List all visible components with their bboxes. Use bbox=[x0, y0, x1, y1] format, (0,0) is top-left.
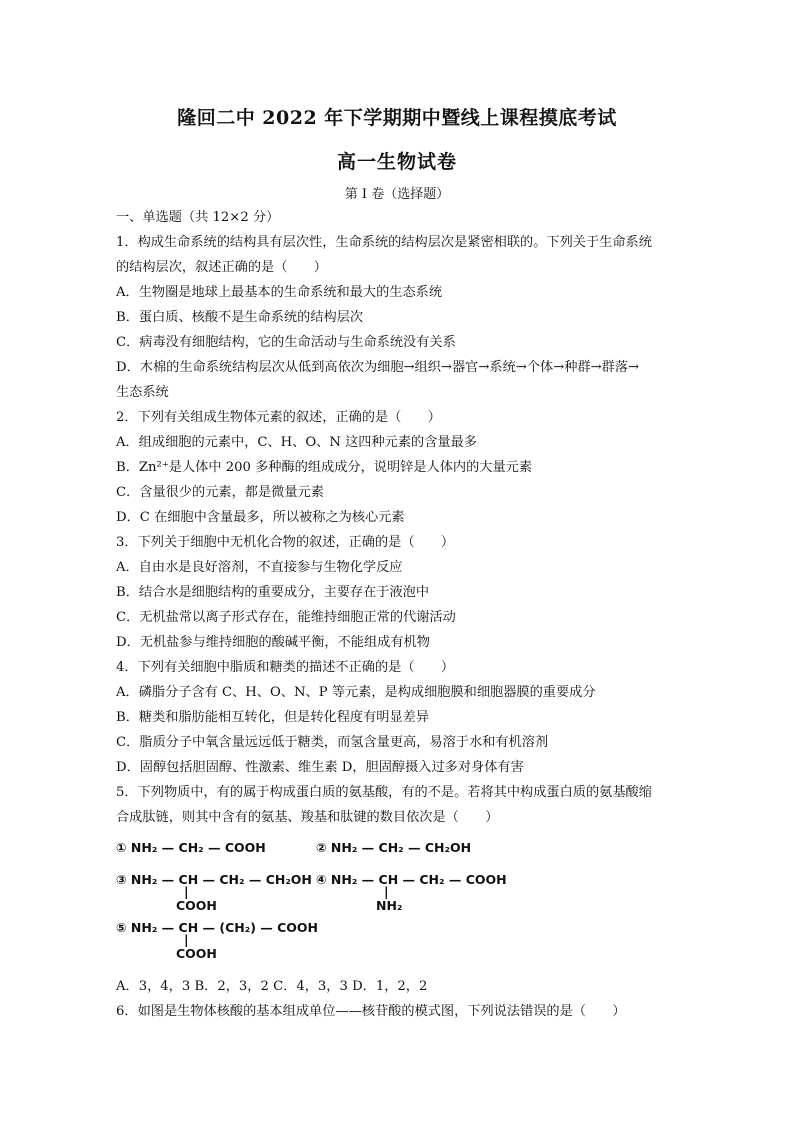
question-block bbox=[116, 205, 688, 830]
formula-5: ⑤ NH₂ — CH — (CH₂) — COOH bbox=[116, 920, 319, 935]
q6-stem: 6．如图是生物体核酸的基本组成单位——核苷酸的模式图，下列说法错误的是（ ） bbox=[116, 1004, 626, 1019]
q3-option-d: D．无机盐参与维持细胞的酸碱平衡，不能组成有机物 bbox=[116, 635, 430, 650]
formula-3: ③ NH₂ — CH — CH₂ — CH₂OH bbox=[116, 872, 312, 887]
exam-title: 隆回二中 2022 年下学期期中暨线上课程摸底考试 bbox=[177, 107, 617, 129]
formula-2: ② NH₂ — CH₂ — CH₂OH bbox=[316, 840, 472, 855]
exam-subtitle: 高一生物试卷 bbox=[336, 151, 457, 173]
q5-stem-line2: 合成肽链，则其中含有的氨基、羧基和肽键的数目依次是（ ） bbox=[116, 810, 499, 825]
q2-option-a: A．组成细胞的元素中，C、H、O、N 这四种元素的含量最多 bbox=[116, 435, 477, 450]
formula-4: ④ NH₂ — CH — CH₂ — COOH bbox=[316, 872, 507, 887]
formula-4-branch-bond: | bbox=[384, 884, 389, 899]
q1-stem-line1: 1．构成生命系统的结构具有层次性，生命系统的结构层次是紧密相联的。下列关于生命系统 bbox=[116, 235, 652, 250]
q3-option-c: C．无机盐常以离子形式存在，能维持细胞正常的代谢活动 bbox=[116, 610, 456, 625]
formula-5-branch: COOH bbox=[176, 946, 217, 961]
formula-3-branch: COOH bbox=[176, 898, 217, 913]
q1-stem-line2: 的结构层次，叙述正确的是（ ） bbox=[116, 260, 327, 275]
q1-option-b: B．蛋白质、核酸不是生命系统的结构层次 bbox=[116, 310, 364, 325]
q1-option-d-line2: 生态系统 bbox=[116, 385, 169, 400]
q1-option-a: A．生物圈是地球上最基本的生命系统和最大的生态系统 bbox=[116, 285, 443, 300]
q4-option-b: B．糖类和脂肪能相互转化，但是转化程度有明显差异 bbox=[116, 710, 430, 725]
formula-1: ① NH₂ — CH₂ — COOH bbox=[116, 840, 266, 855]
q5-stem-line1: 5．下列物质中，有的属于构成蛋白质的氨基酸，有的不是。若将其中构成蛋白质的氨基酸缩 bbox=[116, 785, 652, 800]
q3-option-a: A．自由水是良好溶剂，不直接参与生物化学反应 bbox=[116, 560, 403, 575]
q4-option-a: A．磷脂分子含有 C、H、O、N、P 等元素，是构成细胞膜和细胞器膜的重要成分 bbox=[116, 685, 596, 700]
section-heading: 一、单选题（共 12×2 分） bbox=[116, 210, 280, 225]
q3-stem: 3．下列关于细胞中无机化合物的叙述，正确的是（ ） bbox=[116, 535, 455, 550]
amino-acid-formulas bbox=[116, 840, 536, 965]
formula-3-branch-bond: | bbox=[184, 884, 189, 899]
q4-stem: 4．下列有关细胞中脂质和糖类的描述不正确的是（ ） bbox=[116, 660, 455, 675]
part-heading: 第 I 卷（选择题） bbox=[344, 187, 450, 202]
formula-5-branch-bond: | bbox=[184, 932, 189, 947]
q2-option-b: B．Zn²⁺是人体中 200 多种酶的组成成分，说明锌是人体内的大量元素 bbox=[116, 460, 533, 475]
formula-4-branch: NH₂ bbox=[376, 898, 403, 913]
q2-option-c: C．含量很少的元素，都是微量元素 bbox=[116, 485, 324, 500]
q4-option-d: D．固醇包括胆固醇、性激素、维生素 D，胆固醇摄入过多对身体有害 bbox=[116, 760, 524, 775]
q2-option-d: D．C 在细胞中含量最多，所以被称之为核心元素 bbox=[116, 510, 405, 525]
q4-option-c: C．脂质分子中氧含量远远低于糖类，而氢含量更高，易溶于水和有机溶剂 bbox=[116, 735, 549, 750]
q1-option-d-line1: D．木棉的生命系统结构层次从低到高依次为细胞→组织→器官→系统→个体→种群→群落→ bbox=[116, 360, 640, 375]
q2-stem: 2．下列有关组成生物体元素的叙述，正确的是（ ） bbox=[116, 410, 441, 425]
q5-options: A．3，4，3 B．2，3，2 C．4，3，3 D．1，2，2 bbox=[116, 979, 428, 994]
q1-option-c: C．病毒没有细胞结构，它的生命活动与生命系统没有关系 bbox=[116, 335, 456, 350]
q3-option-b: B．结合水是细胞结构的重要成分，主要存在于液泡中 bbox=[116, 585, 430, 600]
